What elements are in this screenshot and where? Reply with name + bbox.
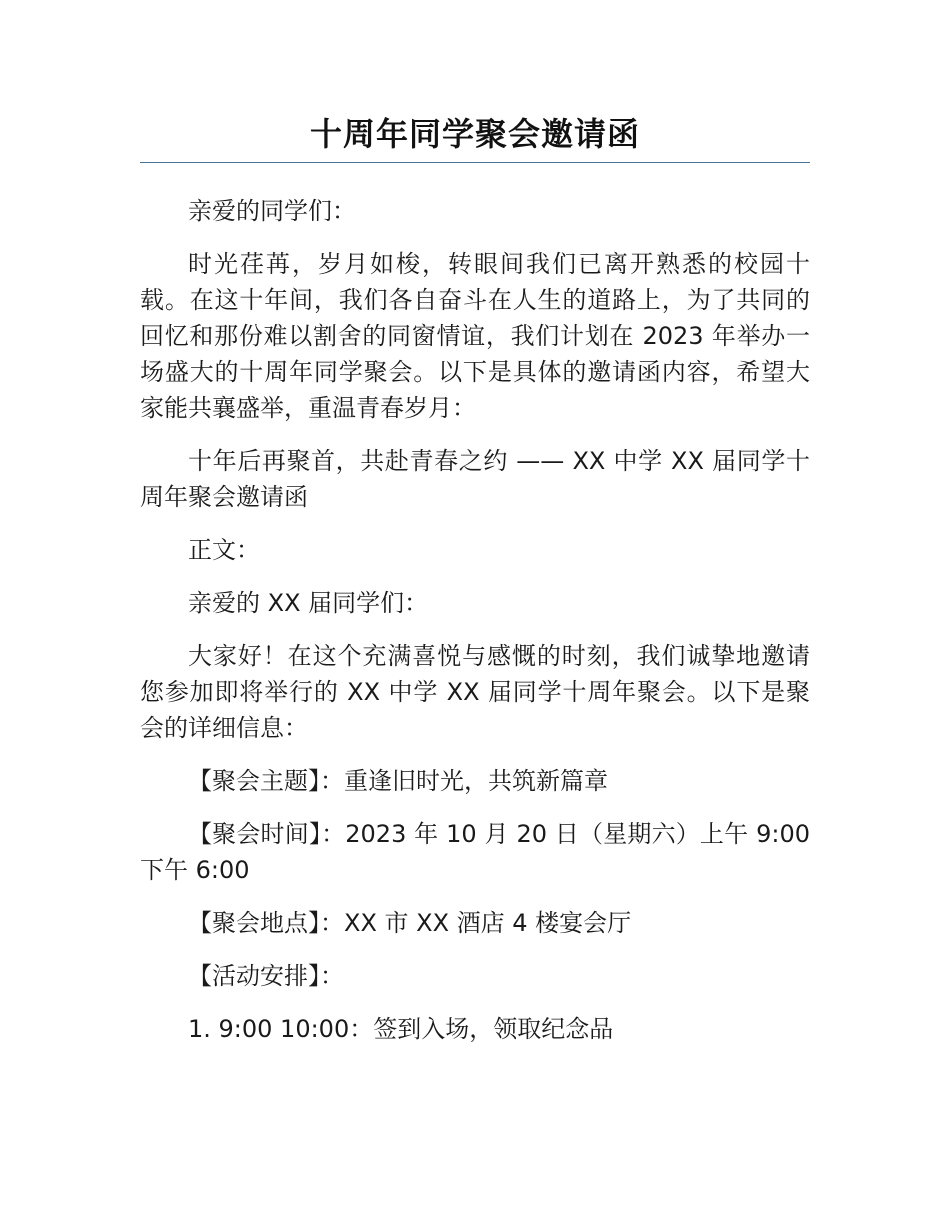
event-theme: 【聚会主题】：重逢旧时光，共筑新篇章: [188, 767, 608, 795]
activity-schedule-label: 【活动安排】：: [188, 962, 344, 990]
event-location: 【聚会地点】：XX 市 XX 酒店 4 楼宴会厅: [188, 909, 632, 937]
page-title: 十周年同学聚会邀请函: [309, 115, 640, 153]
intro-paragraph: 时光荏苒，岁月如梭，转眼间我们已离开熟悉的校园十载。在这十年间，我们各自奋斗在人生的道路上，为了共同的回忆和那份难以割舍的同窗情谊，我们计划在 2023 年举办一场盛大的十周年同学聚会。以下是具体的邀请函内容，希望大家能共襄盛举，重温青春岁月：: [140, 250, 810, 422]
class-salutation: 亲爱的 XX 届同学们：: [188, 589, 429, 617]
event-time: 【聚会时间】：2023 年 10 月 20 日（星期六）上午 9:00 下午 6:00: [140, 820, 810, 884]
invitation-heading: 十年后再聚首，共赴青春之约 —— XX 中学 XX 届同学十周年聚会邀请函: [140, 447, 810, 511]
document-body: [140, 193, 810, 1047]
salutation: 亲爱的同学们：: [188, 197, 356, 225]
title-divider: [140, 162, 810, 163]
document-page: [140, 0, 810, 1064]
greeting-paragraph: 大家好！在这个充满喜悦与感慨的时刻，我们诚挚地邀请您参加即将举行的 XX 中学 XX 届同学十周年聚会。以下是聚会的详细信息：: [140, 642, 810, 742]
schedule-item: 1. 9:00 10:00：签到入场，领取纪念品: [188, 1015, 614, 1043]
body-label: 正文：: [188, 536, 260, 564]
